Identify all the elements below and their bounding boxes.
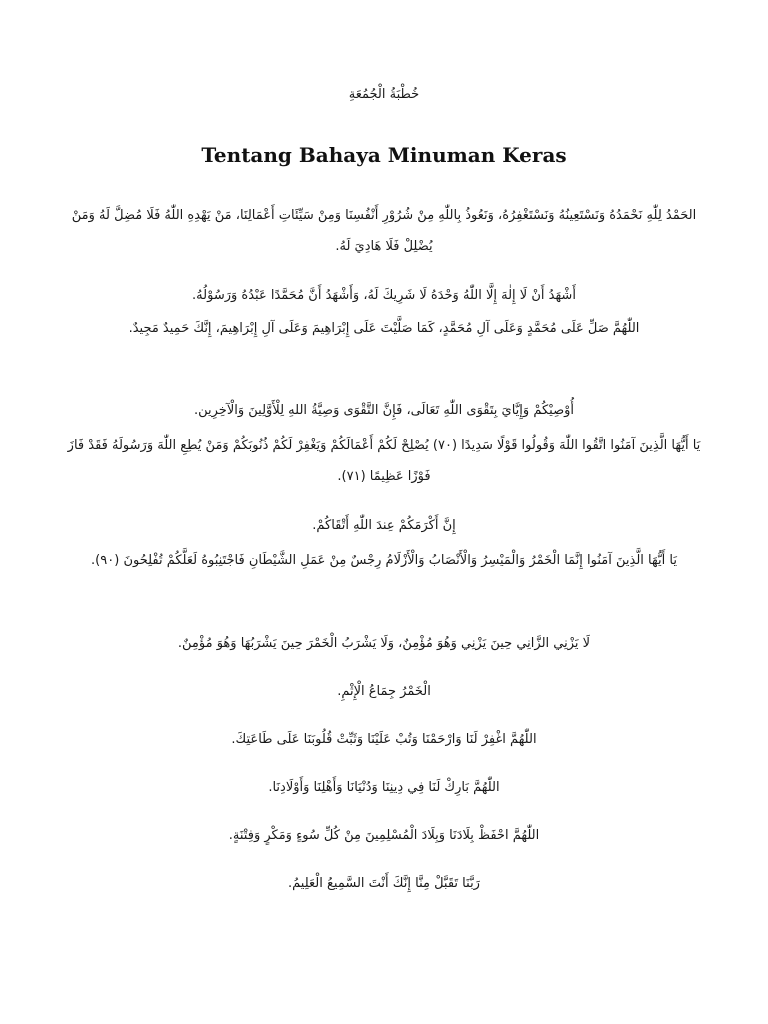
paragraph-text: الْخَمْرُ جِمَاعُ الْإِثْمِ. (337, 684, 431, 699)
paragraph-ayat-al-maidah (64, 545, 704, 576)
paragraph-text: أَشْهَدُ أَنْ لَا إِلٰهَ إِلَّا اللّٰهُ وَحْدَهُ لَا شَرِيكَ لَهُ، وَأَشْهَدُ أَنَّ مُحَمَّدًا عَبْدُهُ وَرَسُوْلُهُ. (192, 288, 576, 303)
paragraph-taqwa (64, 395, 704, 426)
paragraph-text: أُوْصِيْكُمْ وَإِيَّايَ بِتَقْوَى اللّٰهِ تَعَالَى، فَإِنَّ التَّقْوَى وَصِيَّةُ اللهِ لِلْأَوَّلِينَ وَالْآخِرِين. (193, 403, 575, 418)
paragraph-text: يَا أَيُّهَا الَّذِينَ آمَنُوا اتَّقُوا اللّٰهَ وَقُولُوا قَوْلًا سَدِيدًا (٧٠) يُصْلِحْ لَكُمْ أَعْمَالَكُمْ وَيَغْفِرْ لَكُمْ ذُنُوبَكُمْ وَمَنْ يُطِعِ اللّٰهَ وَرَسُولَهُ فَقَدْ فَازَ فَوْزًا عَظِيمًا (٧١). (67, 438, 701, 484)
paragraph-text: الحَمْدُ لِلّٰهِ نَحْمَدُهُ وَنَسْتَعِينُهُ وَنَسْتَغْفِرُهُ، وَنَعُوذُ بِاللّٰهِ مِنْ شُرُوْرِ أَنْفُسِنَا وَمِنْ سَيِّئَاتِ أَعْمَالِنَا، مَنْ يَهْدِهِ اللّٰهُ فَلَا مُضِلَّ لَهُ وَمَنْ يُضْلِلْ فَلَا هَادِيَ لَهُ. (71, 208, 697, 254)
paragraph-hamdalah (64, 200, 704, 262)
paragraph-dua-1 (64, 724, 704, 755)
paragraph-text: اللّٰهُمَّ احْفَظْ بِلَادَنَا وَبِلَادَ الْمُسْلِمِينَ مِنْ كُلِّ سُوءٍ وَمَكْرٍ وَفِتْنَةٍ. (228, 828, 540, 843)
paragraph-text: إِنَّ أَكْرَمَكُمْ عِندَ اللّٰهِ أَتْقَاكُمْ. (312, 518, 456, 533)
paragraph-khamr (64, 676, 704, 707)
paragraph-dua-4 (64, 868, 704, 899)
khutbah-heading: خُطْبَةُ الْجُمُعَةِ (348, 87, 420, 102)
paragraph-salawat (64, 313, 704, 344)
paragraph-text: لَا يَزْنِي الزَّانِي حِينَ يَزْنِي وَهُوَ مُؤْمِنٌ، وَلَا يَشْرَبُ الْخَمْرَ حِينَ يَشْرَبُهَا وَهُوَ مُؤْمِنٌ. (177, 636, 591, 651)
page-title: Tentang Bahaya Minuman Keras (201, 143, 567, 167)
paragraph-text: اللّٰهُمَّ اغْفِرْ لَنَا وَارْحَمْنَا وَتُبْ عَلَيْنَا وَثَبِّتْ قُلُوبَنَا عَلَى طَاعَتِكَ. (231, 732, 537, 747)
paragraph-dua-2 (64, 772, 704, 803)
paragraph-text: اللّٰهُمَّ صَلِّ عَلَى مُحَمَّدٍ وَعَلَى آلِ مُحَمَّدٍ، كَمَا صَلَّيْتَ عَلَى إِبْرَاهِيمَ وَعَلَى آلِ إِبْرَاهِيمَ، إِنَّكَ حَمِيدٌ مَجِيدٌ. (128, 321, 640, 336)
paragraph-shahada (64, 280, 704, 311)
paragraph-hadith (64, 628, 704, 659)
paragraph-text: اللّٰهُمَّ بَارِكْ لَنَا فِي دِينِنَا وَدُنْيَانَا وَأَهْلِنَا وَأَوْلَادِنَا. (268, 780, 500, 795)
paragraph-text: رَبَّنَا تَقَبَّلْ مِنَّا إِنَّكَ أَنْتَ السَّمِيعُ الْعَلِيمُ. (288, 876, 480, 891)
paragraph-text: يَا أَيُّهَا الَّذِينَ آمَنُوا إِنَّمَا الْخَمْرُ وَالْمَيْسِرُ وَالْأَنْصَابُ وَالْأَزْلَامُ رِجْسٌ مِنْ عَمَلِ الشَّيْطَانِ فَاجْتَنِبُوهُ لَعَلَّكُمْ تُفْلِحُونَ (٩٠). (91, 553, 677, 568)
paragraph-dua-3 (64, 820, 704, 851)
paragraph-ayat-al-ahzab (64, 430, 704, 492)
paragraph-akramakum (64, 510, 704, 541)
